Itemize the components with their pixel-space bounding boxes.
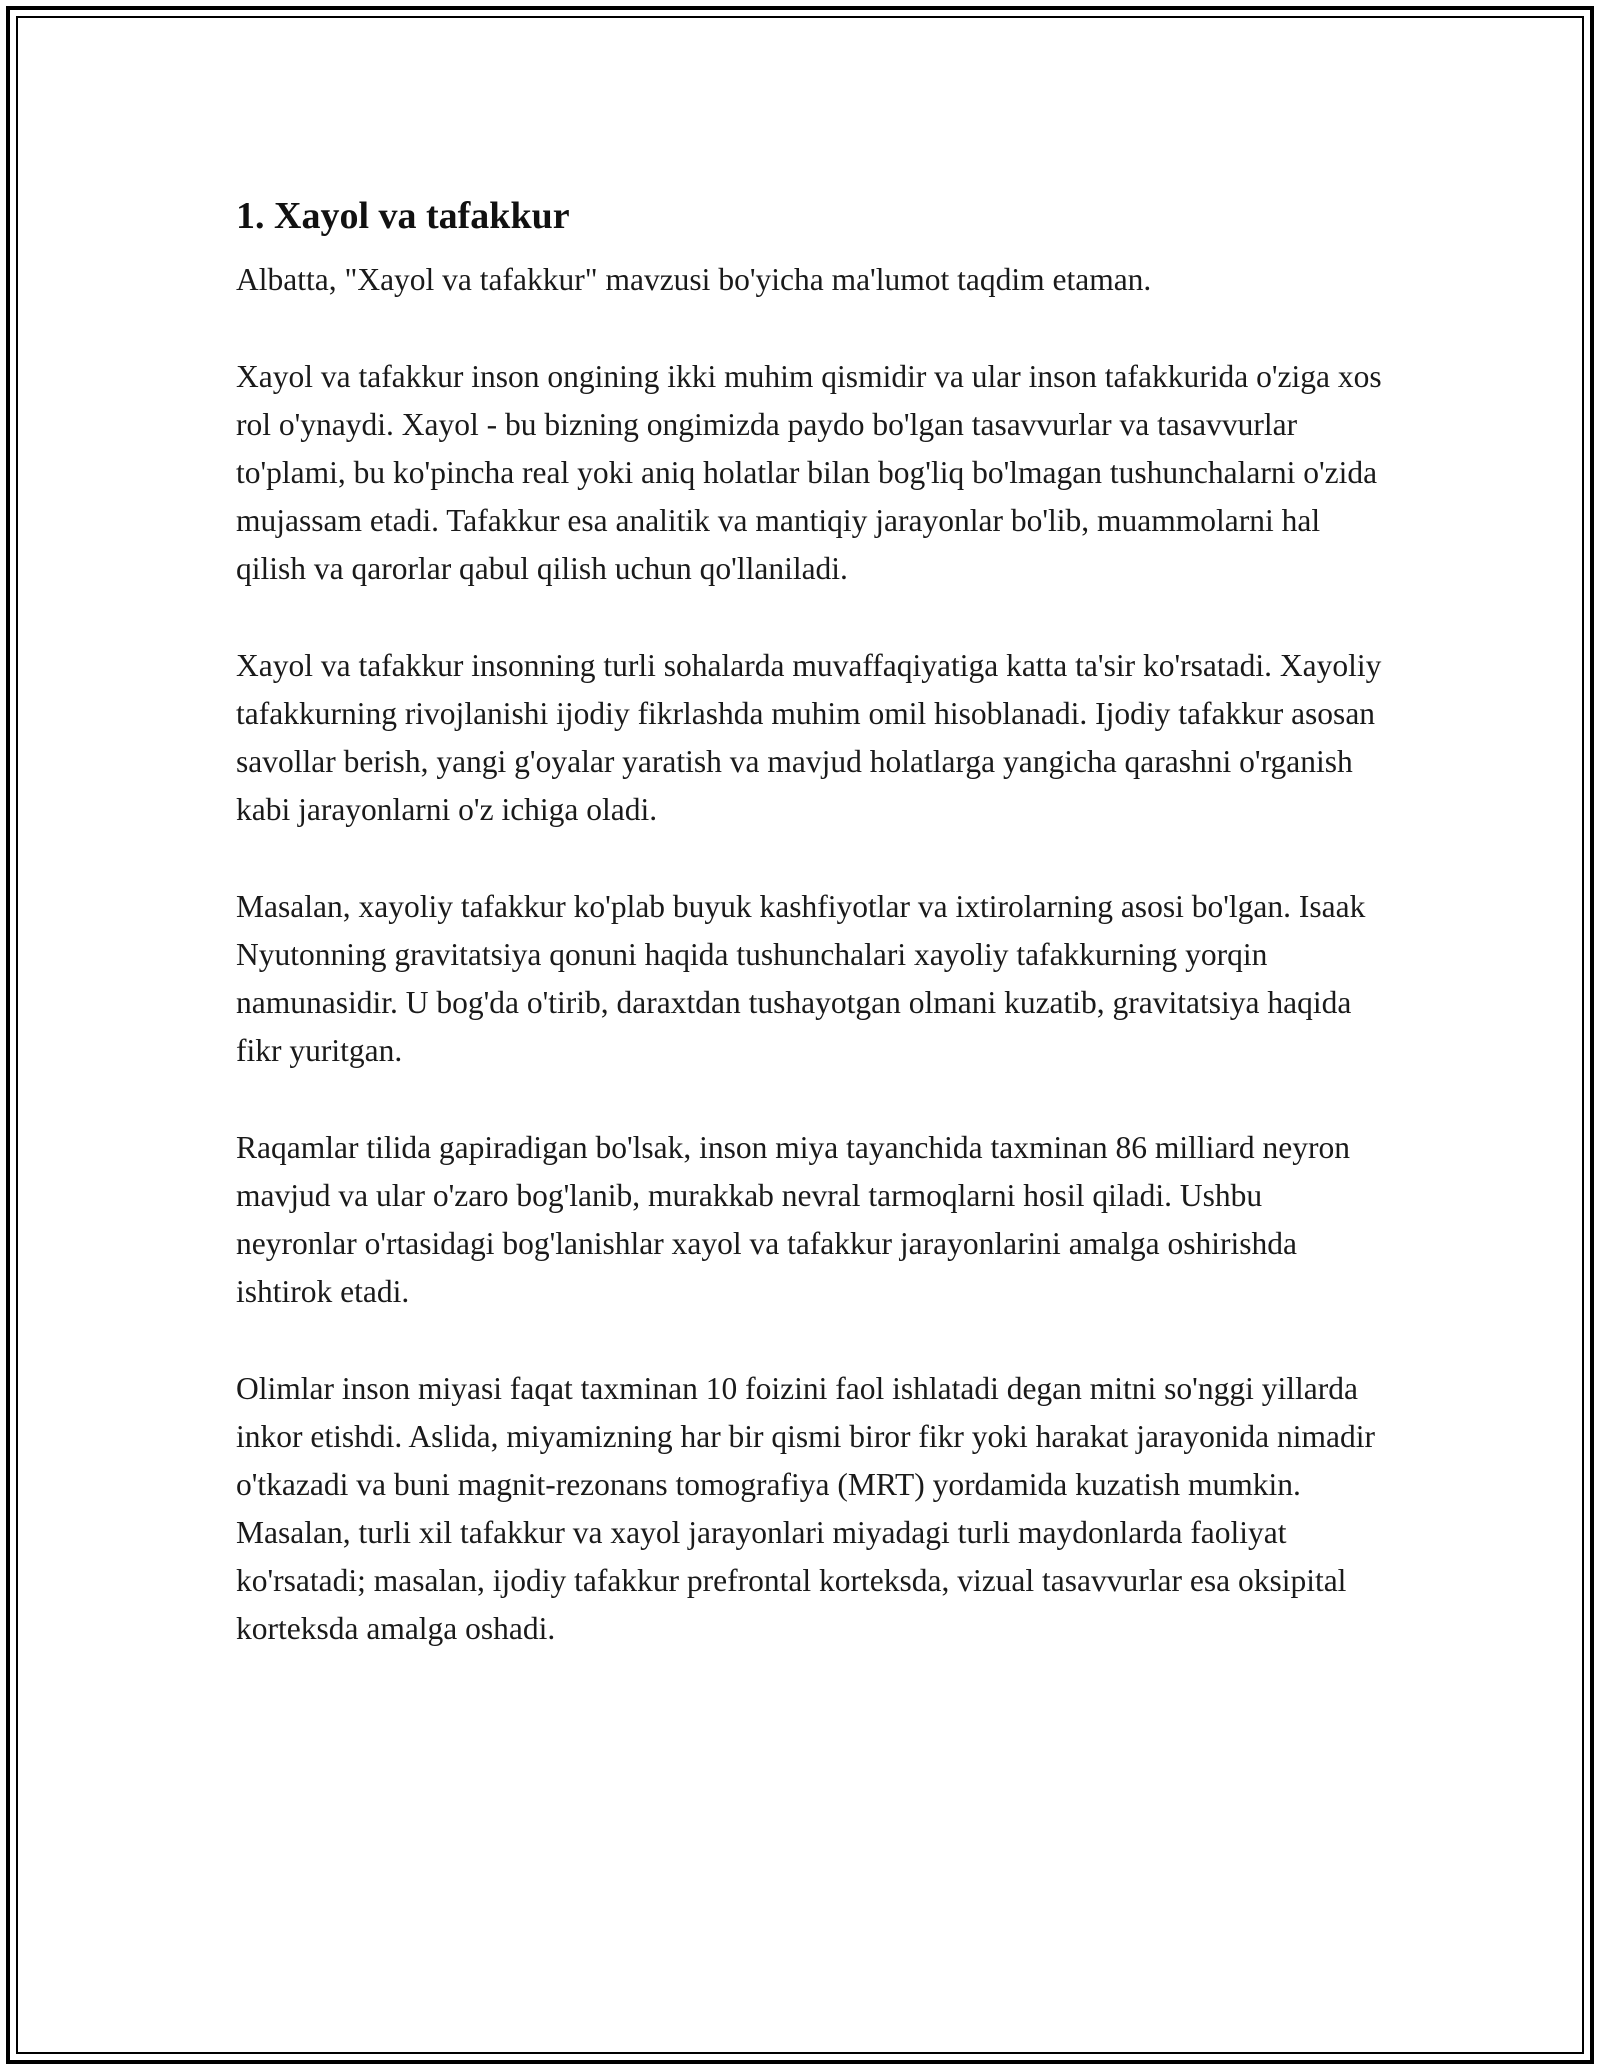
paragraph-influence: Xayol va tafakkur insonning turli sohalarda muvaffaqiyatiga katta ta'sir ko'rsatadi. Xayoliy tafakkurning rivojlanishi ijodiy fikrlashda muhim omil hisoblanadi. Ijodiy tafakkur asosan savollar berish, yangi g'oyalar yaratish va mavjud holatlarga yangicha qarashni o'rganish kabi jarayonlarni o'z ichiga oladi. [236, 648, 1382, 827]
paragraph-intro: Albatta, "Xayol va tafakkur" mavzusi bo'yicha ma'lumot taqdim etaman. [236, 262, 1152, 297]
paragraph-example: Masalan, xayoliy tafakkur ko'plab buyuk kashfiyotlar va ixtirolarning asosi bo'lgan. Isaak Nyutonning gravitatsiya qonuni haqida tushunchalari xayoliy tafakkurning yorqin namunasidir. U bog'da o'tirib, daraxtdan tushayotgan olmani kuzatib, gravitatsiya haqida fikr yuritgan. [236, 889, 1366, 1068]
section-heading: 1. Xayol va tafakkur [236, 195, 570, 237]
paragraph-definition: Xayol va tafakkur inson ongining ikki muhim qismidir va ular inson tafakkurida o'ziga xos rol o'ynaydi. Xayol - bu bizning ongimizda paydo bo'lgan tasavvurlar va tasavvurlar to'plami, bu ko'pincha real yoki aniq holatlar bilan bog'liq bo'lmagan tushunchalarni o'zida mujassam etadi. Tafakkur esa analitik va mantiqiy jarayonlar bo'lib, muammolarni hal qilish va qarorlar qabul qilish uchun qo'llaniladi. [236, 359, 1382, 586]
paragraph-myth: Olimlar inson miyasi faqat taxminan 10 foizini faol ishlatadi degan mitni so'nggi yillarda inkor etishdi. Aslida, miyamizning har bir qismi biror fikr yoki harakat jarayonida nimadir o'tkazadi va buni magnit-rezonans tomografiya (MRT) yordamida kuzatish mumkin. Masalan, turli xil tafakkur va xayol jarayonlari miyadagi turli maydonlarda faoliyat ko'rsatadi; masalan, ijodiy tafakkur prefrontal korteksda, vizual tasavvurlar esa oksipital korteksda amalga oshadi. [236, 1371, 1375, 1646]
paragraph-numbers: Raqamlar tilida gapiradigan bo'lsak, inson miya tayanchida taxminan 86 milliard neyron mavjud va ular o'zaro bog'lanib, murakkab nevral tarmoqlarni hosil qiladi. Ushbu neyronlar o'rtasidagi bog'lanishlar xayol va tafakkur jarayonlarini amalga oshirishda ishtirok etadi. [236, 1130, 1351, 1309]
document-body [236, 188, 1386, 1653]
